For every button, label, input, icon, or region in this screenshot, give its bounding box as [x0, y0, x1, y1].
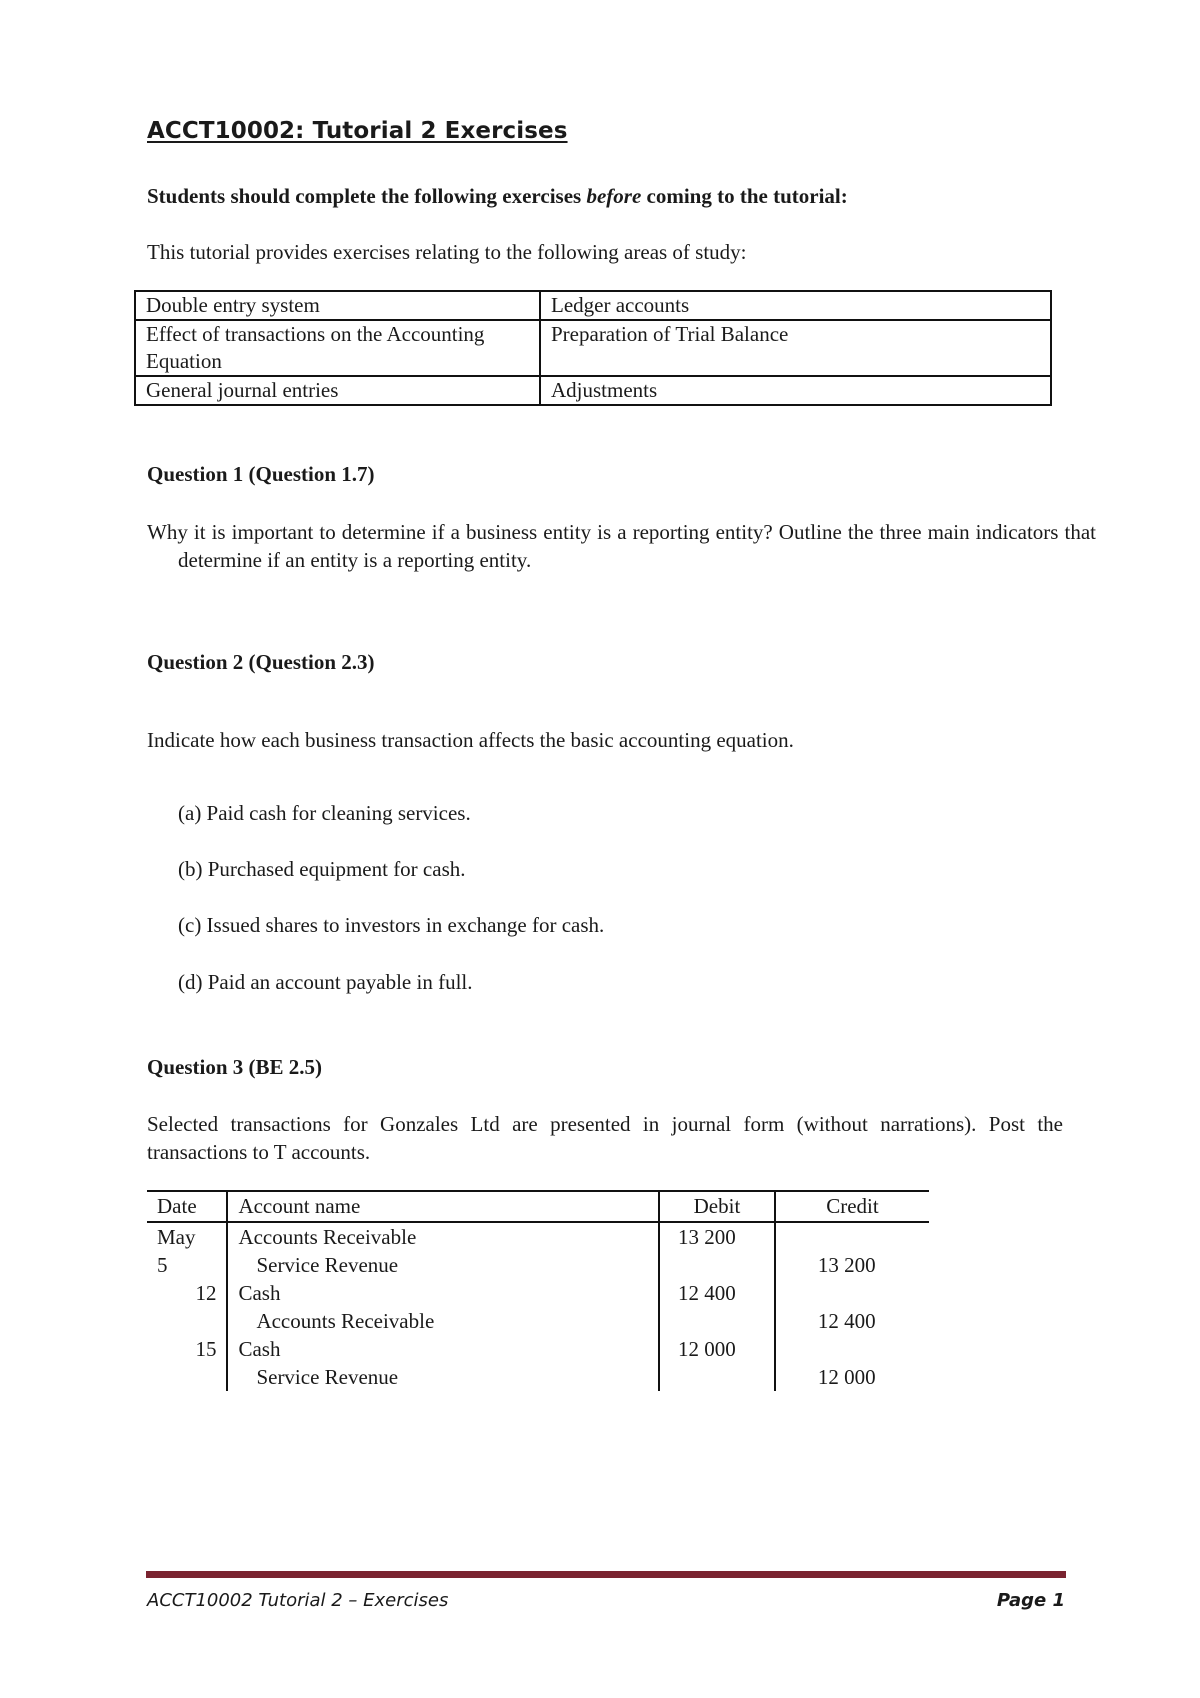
- study-area-cell: Preparation of Trial Balance: [540, 320, 1051, 376]
- question-2-item-b: (b) Purchased equipment for cash.: [178, 857, 466, 881]
- question-2-item-c: (c) Issued shares to investors in exchange for cash.: [178, 913, 605, 937]
- journal-header-credit: Credit: [775, 1191, 929, 1222]
- question-1-text: Why it is important to determine if a business entity is a reporting entity? Outline the three main indicators that determine if an entity is a reporting entity.: [147, 520, 1096, 572]
- journal-account: Accounts Receivable: [227, 1222, 659, 1251]
- journal-account: Cash: [227, 1335, 659, 1363]
- instruction-after: coming to the tutorial:: [641, 184, 848, 208]
- journal-credit: [775, 1222, 929, 1251]
- journal-date: 15: [147, 1335, 227, 1363]
- question-2-text: Indicate how each business transaction affects the basic accounting equation.: [147, 728, 794, 752]
- journal-row: [147, 1307, 929, 1335]
- footer-rule: [146, 1571, 1066, 1578]
- journal-header-debit: Debit: [659, 1191, 775, 1222]
- journal-date: [147, 1363, 227, 1391]
- intro-text: This tutorial provides exercises relating to the following areas of study:: [147, 240, 747, 264]
- study-area-cell: General journal entries: [135, 376, 540, 405]
- journal-date: 12: [147, 1279, 227, 1307]
- document-title: ACCT10002: Tutorial 2 Exercises: [147, 118, 568, 144]
- study-areas-row: [135, 291, 1051, 320]
- instruction-emphasis: before: [586, 184, 642, 208]
- question-3-text: Selected transactions for Gonzales Ltd are presented in journal form (without narrations). Post the transactions to T accounts.: [147, 1112, 1063, 1164]
- question-2-item-d: (d) Paid an account payable in full.: [178, 970, 473, 994]
- journal-debit: 12 400: [659, 1279, 775, 1307]
- study-area-cell: Ledger accounts: [540, 291, 1051, 320]
- journal-row: [147, 1222, 929, 1251]
- journal-table: [147, 1190, 929, 1391]
- study-areas-table: [134, 290, 1052, 406]
- journal-debit: 12 000: [659, 1335, 775, 1363]
- journal-date: May: [147, 1222, 227, 1251]
- footer-document-name: ACCT10002 Tutorial 2 – Exercises: [147, 1590, 449, 1611]
- study-areas-row: [135, 320, 1051, 376]
- journal-account: Service Revenue: [227, 1363, 659, 1391]
- journal-account: Cash: [227, 1279, 659, 1307]
- journal-header-date: Date: [147, 1191, 227, 1222]
- study-areas-row: [135, 376, 1051, 405]
- study-area-cell: Double entry system: [135, 291, 540, 320]
- question-2-item-a: (a) Paid cash for cleaning services.: [178, 801, 471, 825]
- journal-credit: 13 200: [817, 1253, 876, 1277]
- journal-debit: [659, 1251, 775, 1279]
- journal-row: [147, 1251, 929, 1279]
- journal-row: [147, 1335, 929, 1363]
- instruction-line: [147, 184, 848, 209]
- journal-date: [147, 1307, 227, 1335]
- question-2-heading: Question 2 (Question 2.3): [147, 650, 375, 674]
- journal-account: Service Revenue: [227, 1251, 659, 1279]
- journal-credit: [775, 1335, 929, 1363]
- journal-header-row: [147, 1191, 929, 1222]
- journal-header-account: Account name: [227, 1191, 659, 1222]
- study-area-cell: Effect of transactions on the Accounting Equation: [135, 320, 540, 376]
- study-area-cell: Adjustments: [540, 376, 1051, 405]
- journal-credit: [775, 1279, 929, 1307]
- instruction-before: Students should complete the following exercises: [147, 184, 587, 208]
- question-3-heading: Question 3 (BE 2.5): [147, 1055, 323, 1079]
- journal-credit: 12 000: [817, 1365, 876, 1389]
- footer-page-number: Page 1: [996, 1590, 1065, 1611]
- journal-credit: 12 400: [817, 1309, 876, 1333]
- journal-account: Accounts Receivable: [227, 1307, 659, 1335]
- journal-debit: 13 200: [659, 1222, 775, 1251]
- journal-row: [147, 1279, 929, 1307]
- question-1-heading: Question 1 (Question 1.7): [147, 462, 375, 486]
- journal-debit: [659, 1363, 775, 1391]
- journal-date: 5: [147, 1251, 227, 1279]
- journal-row: [147, 1363, 929, 1391]
- journal-debit: [659, 1307, 775, 1335]
